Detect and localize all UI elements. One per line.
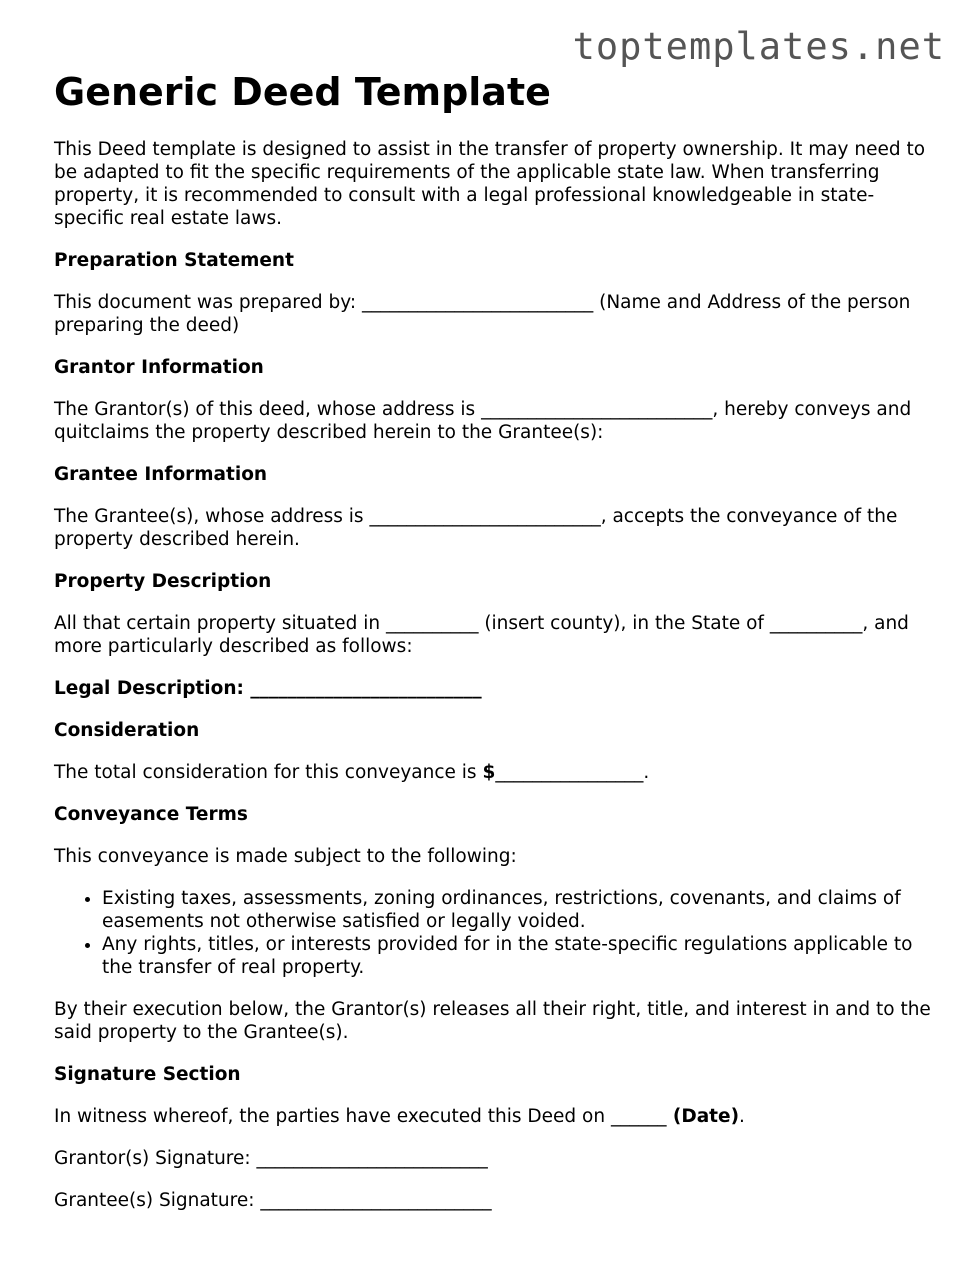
grantor-signature-blank[interactable]: _________________________ [256, 1147, 488, 1169]
property-text-1: All that certain property situated in [54, 612, 386, 634]
page-title: Generic Deed Template [54, 70, 551, 114]
terms-list [54, 887, 934, 979]
intro-paragraph: This Deed template is designed to assist in the transfer of property ownership. It may need to be adapted to fit the specific requirements of the applicable state law. When transferring property, it is recommended to consult with a legal professional knowledgeable in state-specific real estate laws. [54, 138, 926, 229]
grantee-signature-line [54, 1189, 934, 1212]
grantee-address-blank[interactable]: _________________________ [369, 505, 601, 527]
grantee-signature-blank[interactable]: _________________________ [260, 1189, 492, 1211]
date-label: (Date) [666, 1105, 740, 1127]
preparation-text-after: (Name and Address of the person preparing the deed) [54, 291, 911, 336]
date-blank[interactable]: ______ [610, 1105, 667, 1127]
property-paragraph [54, 612, 934, 658]
consideration-heading: Consideration [54, 719, 200, 741]
preparer-blank[interactable]: _________________________ [361, 291, 594, 313]
grantee-signature-label: Grantee(s) Signature: [54, 1189, 261, 1211]
preparation-heading: Preparation Statement [54, 249, 294, 271]
grantor-paragraph [54, 398, 934, 444]
grantee-text-after: , accepts the conveyance of the property described herein. [54, 505, 898, 550]
county-blank[interactable]: __________ [385, 612, 479, 634]
legal-description-blank[interactable]: _________________________ [250, 677, 482, 699]
property-heading: Property Description [54, 570, 272, 592]
preparation-paragraph [54, 291, 934, 337]
witness-text-after: . [739, 1105, 745, 1127]
grantor-signature-label: Grantor(s) Signature: [54, 1147, 257, 1169]
preparation-text: This document was prepared by: [54, 291, 362, 313]
document-body [54, 70, 934, 1231]
watermark-logo: toptemplates.net [572, 25, 945, 68]
grantor-text: The Grantor(s) of this deed, whose address is [54, 398, 482, 420]
consideration-text-after: . [643, 761, 650, 783]
list-item: • Existing taxes, assessments, zoning ordinances, restrictions, covenants, and claims of easements not otherwise satisfied or legally voided. [102, 887, 934, 933]
legal-description-line [54, 677, 934, 700]
consideration-amount-blank[interactable]: ________________ [495, 761, 644, 783]
grantor-signature-line [54, 1147, 934, 1170]
legal-description-label: Legal Description: [54, 677, 251, 699]
state-blank[interactable]: __________ [769, 612, 863, 634]
grantor-heading: Grantor Information [54, 356, 264, 378]
consideration-paragraph [54, 761, 934, 784]
grantee-heading: Grantee Information [54, 463, 268, 485]
grantor-address-blank[interactable]: _________________________ [481, 398, 713, 420]
witness-paragraph [54, 1105, 934, 1128]
signature-heading: Signature Section [54, 1063, 241, 1085]
consideration-text: The total consideration for this conveyance is [54, 761, 483, 783]
list-item: • Any rights, titles, or interests provided for in the state-specific regulations applicable to the transfer of real property. [102, 933, 934, 979]
witness-text: In witness whereof, the parties have executed this Deed on [54, 1105, 611, 1127]
grantor-text-after: , hereby conveys and quitclaims the property described herein to the Grantee(s): [54, 398, 912, 443]
dollar-sign: $ [482, 761, 496, 783]
property-text-3: , and more particularly described as follows: [54, 612, 909, 657]
grantee-paragraph [54, 505, 934, 551]
terms-closing: By their execution below, the Grantor(s) releases all their right, title, and interest in and to the said property to the Grantee(s). [54, 998, 931, 1043]
terms-heading: Conveyance Terms [54, 803, 248, 825]
grantee-text: The Grantee(s), whose address is [54, 505, 370, 527]
terms-intro: This conveyance is made subject to the following: [54, 845, 517, 867]
property-text-2: (insert county), in the State of [478, 612, 770, 634]
